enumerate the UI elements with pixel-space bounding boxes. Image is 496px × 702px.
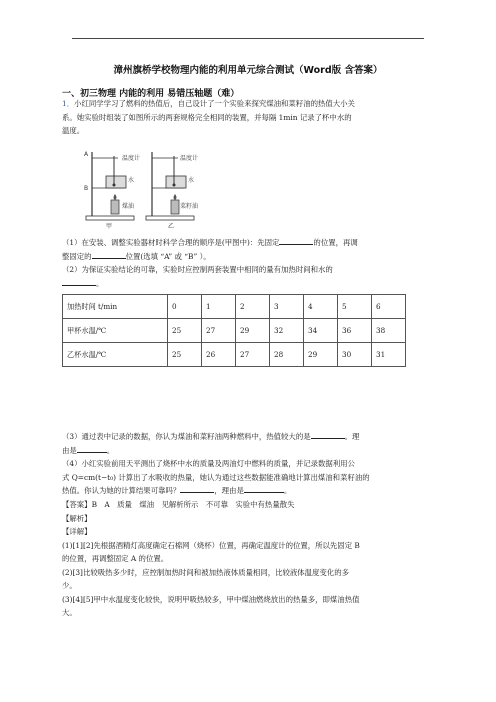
q1-line1-b: 的位置，再调: [313, 238, 358, 247]
apparatus-left: [84, 151, 140, 230]
detail-3-line1: (3)[4][5]甲中水温度变化较快，说明甲吸热较多，甲中煤油燃烧放出的热量多，即煤油热值: [62, 594, 360, 604]
blank-4[interactable]: [311, 430, 345, 439]
question-intro: [62, 97, 434, 138]
answer-line: 【答案】B A 质量 煤油 见解析所示 不可靠 实验中有热量散失: [62, 500, 295, 509]
water-label-left: 水: [128, 177, 135, 184]
q3-line2-b: 。: [106, 445, 115, 455]
q4-line3-a: 热值。你认为她的计算结果可靠吗？: [62, 486, 181, 495]
analysis-label: 【解析】: [62, 513, 92, 523]
apparatus-right: [146, 152, 198, 230]
blank-5[interactable]: [77, 444, 107, 453]
table-cell: 2: [236, 295, 270, 319]
table-cell: 0: [168, 295, 202, 319]
table-cell: 27: [236, 343, 270, 367]
q1-line2-a: 整固定的: [62, 251, 92, 261]
detail-label: 【详解】: [62, 527, 92, 536]
q4-line3-c: 。: [283, 486, 292, 495]
q1-line2-b: 位置(选填 “A” 或 “B” ）。: [125, 251, 211, 261]
label-a: A: [84, 151, 89, 158]
section-heading: 一、初三物理 内能的利用 易错压轴题（难）: [62, 89, 240, 99]
water-label-right: 水: [188, 177, 195, 184]
table-row: [63, 343, 406, 367]
blank-1[interactable]: [279, 236, 313, 245]
apparatus-figure: [84, 146, 204, 230]
table-cell: 34: [304, 319, 338, 343]
detail-2-line1: (2)[3]比较吸热多少时，应控制加热时间和被加热液体质量相同，比较液体温度变化的多: [62, 567, 350, 577]
sub-questions-3-4: [62, 430, 434, 498]
header-rule: [72, 38, 424, 39]
table-cell: 32: [270, 319, 304, 343]
table-cell: 乙杯水温/℃: [63, 343, 168, 367]
table-cell: 29: [236, 319, 270, 343]
q3-line1-a: （3）通过表中记录的数据，你认为煤油和菜籽油两种燃料中，热值较大的是: [62, 432, 311, 441]
table-cell: 25: [168, 343, 202, 367]
q4-line2: 式 Q=cm(t−t₀) 计算出了水吸收的热量，她认为通过这些数据能准确地计算出煤油和菜籽油的: [62, 472, 370, 482]
thermometer-label-left: 温度计: [122, 155, 141, 162]
blank-7[interactable]: [244, 484, 284, 493]
detail-1-line2: 的位置，再调整固定 A 的位置。: [62, 554, 169, 563]
q3-line1-b: 。理: [344, 432, 360, 441]
table-cell: 30: [338, 343, 372, 367]
answer-section: [62, 498, 434, 620]
caption-left: 甲: [106, 223, 113, 230]
table-cell: 36: [338, 319, 372, 343]
table-row: [63, 319, 406, 343]
caption-right: 乙: [168, 223, 175, 230]
sub-questions-1-2: [62, 236, 434, 290]
table-cell: 1: [202, 295, 236, 319]
q2-line1: （2）为保证实验结论的可靠，实验时应控制两套装置中相同的量有加热时间和水的: [62, 265, 333, 274]
intro-line-3: 温度。: [62, 126, 85, 135]
table-cell: 31: [372, 343, 406, 367]
blank-2[interactable]: [92, 250, 126, 259]
table-cell: 25: [168, 319, 202, 343]
table-cell: 3: [270, 295, 304, 319]
document-title: 漳州旗桥学校物理内能的利用单元综合测试（Word版 含答案）: [113, 65, 383, 76]
data-table: [62, 294, 406, 367]
detail-2-line2: 少。: [62, 581, 77, 590]
kerosene-label: 煤油: [122, 203, 135, 210]
question-number: 1．: [62, 99, 75, 108]
intro-line-1: 小红同学学习了燃料的热值后，自己设计了一个实验来探究煤油和菜籽油的热值大小关: [74, 99, 355, 108]
table-cell: 29: [304, 343, 338, 367]
label-b: B: [84, 185, 89, 192]
thermometer-label-right: 温度计: [180, 155, 199, 162]
q2-line2: 。: [96, 278, 104, 288]
table-cell: 5: [338, 295, 372, 319]
table-cell: 26: [202, 343, 236, 367]
table-cell: 28: [270, 343, 304, 367]
table-cell: 27: [202, 319, 236, 343]
q3-line2-a: 由是: [62, 445, 77, 455]
table-row: [63, 295, 406, 319]
q1-line1-a: （1）在安装、调整实验器材时科学合理的顺序是(甲图中)：先固定: [62, 238, 280, 247]
intro-line-2: 系。她实验时组装了如图所示的两套规格完全相同的装置，并每隔 1min 记录了杯中水的: [62, 112, 352, 122]
blank-3[interactable]: [62, 277, 96, 286]
table-cell: 甲杯水温/℃: [63, 319, 168, 343]
oil-label: 菜籽油: [180, 203, 199, 210]
blank-6[interactable]: [180, 484, 214, 493]
table-cell: 4: [304, 295, 338, 319]
table-cell: 6: [372, 295, 406, 319]
q4-line1: （4）小红实验前用天平测出了烧杯中水的质量及两油灯中燃料的质量，并记录数据利用公: [62, 459, 355, 468]
detail-3-line2: 大。: [62, 608, 77, 617]
detail-1-line1: (1)[1][2]先根据酒精灯高度确定石棉网（烧杯）位置，再确定温度计的位置，所以先固定 B: [62, 540, 360, 550]
q4-line3-b: ，理由是: [214, 486, 244, 495]
table-cell: 加热时间 t/min: [63, 295, 168, 319]
table-cell: 38: [372, 319, 406, 343]
